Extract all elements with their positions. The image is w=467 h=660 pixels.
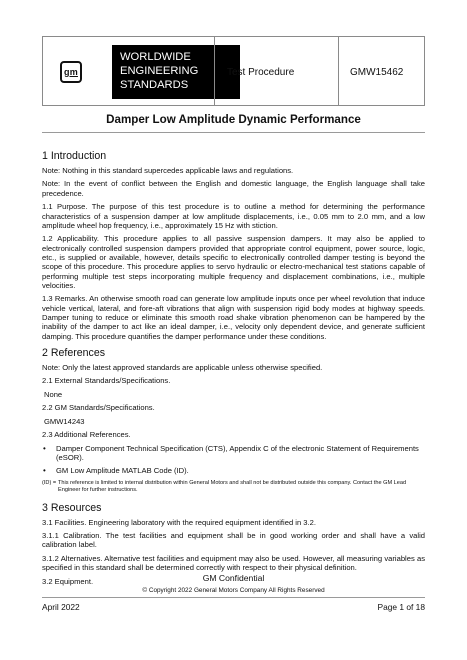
copyright-notice: © Copyright 2022 General Motors Company All Rights Reserved <box>142 587 325 594</box>
list-item <box>42 466 425 475</box>
brand-line: ENGINEERING <box>120 65 199 77</box>
header-divider <box>338 37 339 105</box>
list-item-text: GM Low Amplitude MATLAB Code (ID). <box>56 466 189 476</box>
reference-list <box>42 444 425 476</box>
paragraph: 3.1.2 Alternatives. Alternative test facilities and equipment may also be used. However, all measuring variables as specified in this standard shall be determined correctly with respect to their physical definition. <box>42 553 425 573</box>
paragraph: Note: Nothing in this standard supercedes applicable laws and regulations. <box>42 166 294 175</box>
paragraph: None <box>44 389 63 399</box>
document-body <box>42 150 425 590</box>
footnote-text: This reference is limited to internal distribution within General Motors and shall not be distributed outside this company. Contact the GM Lead Engineer for further instructions. <box>58 479 407 493</box>
paragraph: Note: Only the latest approved standards are applicable unless otherwise specified. <box>42 362 323 372</box>
brand-line: WORLDWIDE <box>120 51 191 63</box>
paragraph: 3.2 Equipment. <box>42 576 94 586</box>
title-rule <box>42 132 425 133</box>
paragraph: 3.1 Facilities. Engineering laboratory with the required equipment identified in 3.2. <box>42 517 316 527</box>
gm-logo <box>60 61 82 83</box>
document-type: Test Procedure <box>227 67 295 78</box>
paragraph: 2.3 Additional References. <box>42 430 131 440</box>
paragraph: Note: In the event of conflict between the English and domestic language, the English language shall take precedence. <box>42 179 425 198</box>
bullet-icon: • <box>43 466 46 476</box>
section-heading: 1 Introduction <box>42 150 107 162</box>
paragraph: 1.3 Remarks. An otherwise smooth road can generate low amplitude inputs once per wheel revolution that induce vehicle vertical, lateral, and fore-aft vibrations that align with suspension rigid body modes at highway speeds. Damper tuning to reduce or eliminate this smooth road shake vibration phenomenon can be hampered by the inability of the damper to act like an ideal damper, i.e., velocity only dependent device, and generate sufficient damping. This procedure quantifies the damper performance under these conditions. <box>42 294 425 341</box>
paragraph: 3.1.1 Calibration. The test facilities and equipment shall be in good working order and shall have a valid calibration label. <box>42 531 425 550</box>
footnote-mark: (ID) = <box>42 479 57 486</box>
paragraph: 2.1 External Standards/Specifications. <box>42 376 171 386</box>
page-number: Page 1 of 18 <box>377 602 425 612</box>
header-divider <box>214 37 215 105</box>
brand-line: STANDARDS <box>120 79 189 91</box>
bullet-icon: • <box>43 443 46 453</box>
document-title: Damper Low Amplitude Dynamic Performance <box>106 113 361 126</box>
list-item <box>42 444 425 463</box>
paragraph: 1.2 Applicability. This procedure applies to all passive suspension dampers. It may also be applied to electronically controlled suspension dampers provided that appropriate control equipment, power source, logic, etc., is supplied or available, however, details specific to electronically controlled damper testing is beyond the scope of this procedure. This procedure applies to servo hydraulic or electro-mechanical test stations capable of performing multiple test steps incorporating multiple frequency and displacement combinations, i.e., multiple velocities. <box>42 234 425 290</box>
confidential-label: GM Confidential <box>202 573 265 583</box>
footnote <box>42 480 425 494</box>
header-box <box>42 36 425 106</box>
gm-logo-text: gm <box>64 66 78 77</box>
footer-rule <box>42 597 425 598</box>
list-item-text: Damper Component Technical Specification (CTS), Appendix C of the electronic Statement of Requirements (eSOR). <box>56 443 419 462</box>
footer-date: April 2022 <box>42 602 80 612</box>
paragraph: GMW14243 <box>44 416 85 426</box>
document-number: GMW15462 <box>350 67 404 78</box>
paragraph: 2.2 GM Standards/Specifications. <box>42 403 155 413</box>
brand-block <box>112 45 240 99</box>
section-heading: 3 Resources <box>42 501 102 514</box>
paragraph: 1.1 Purpose. The purpose of this test procedure is to outline a method for determining the performance characteristics of a suspension damper at low amplitude displacements, i.e., 0.05 mm to 2.0 mm, and a low amplitude wheel hop frequency, i.e., approximately 15 Hz with stiction. <box>42 202 425 230</box>
section-heading: 2 References <box>42 346 106 359</box>
